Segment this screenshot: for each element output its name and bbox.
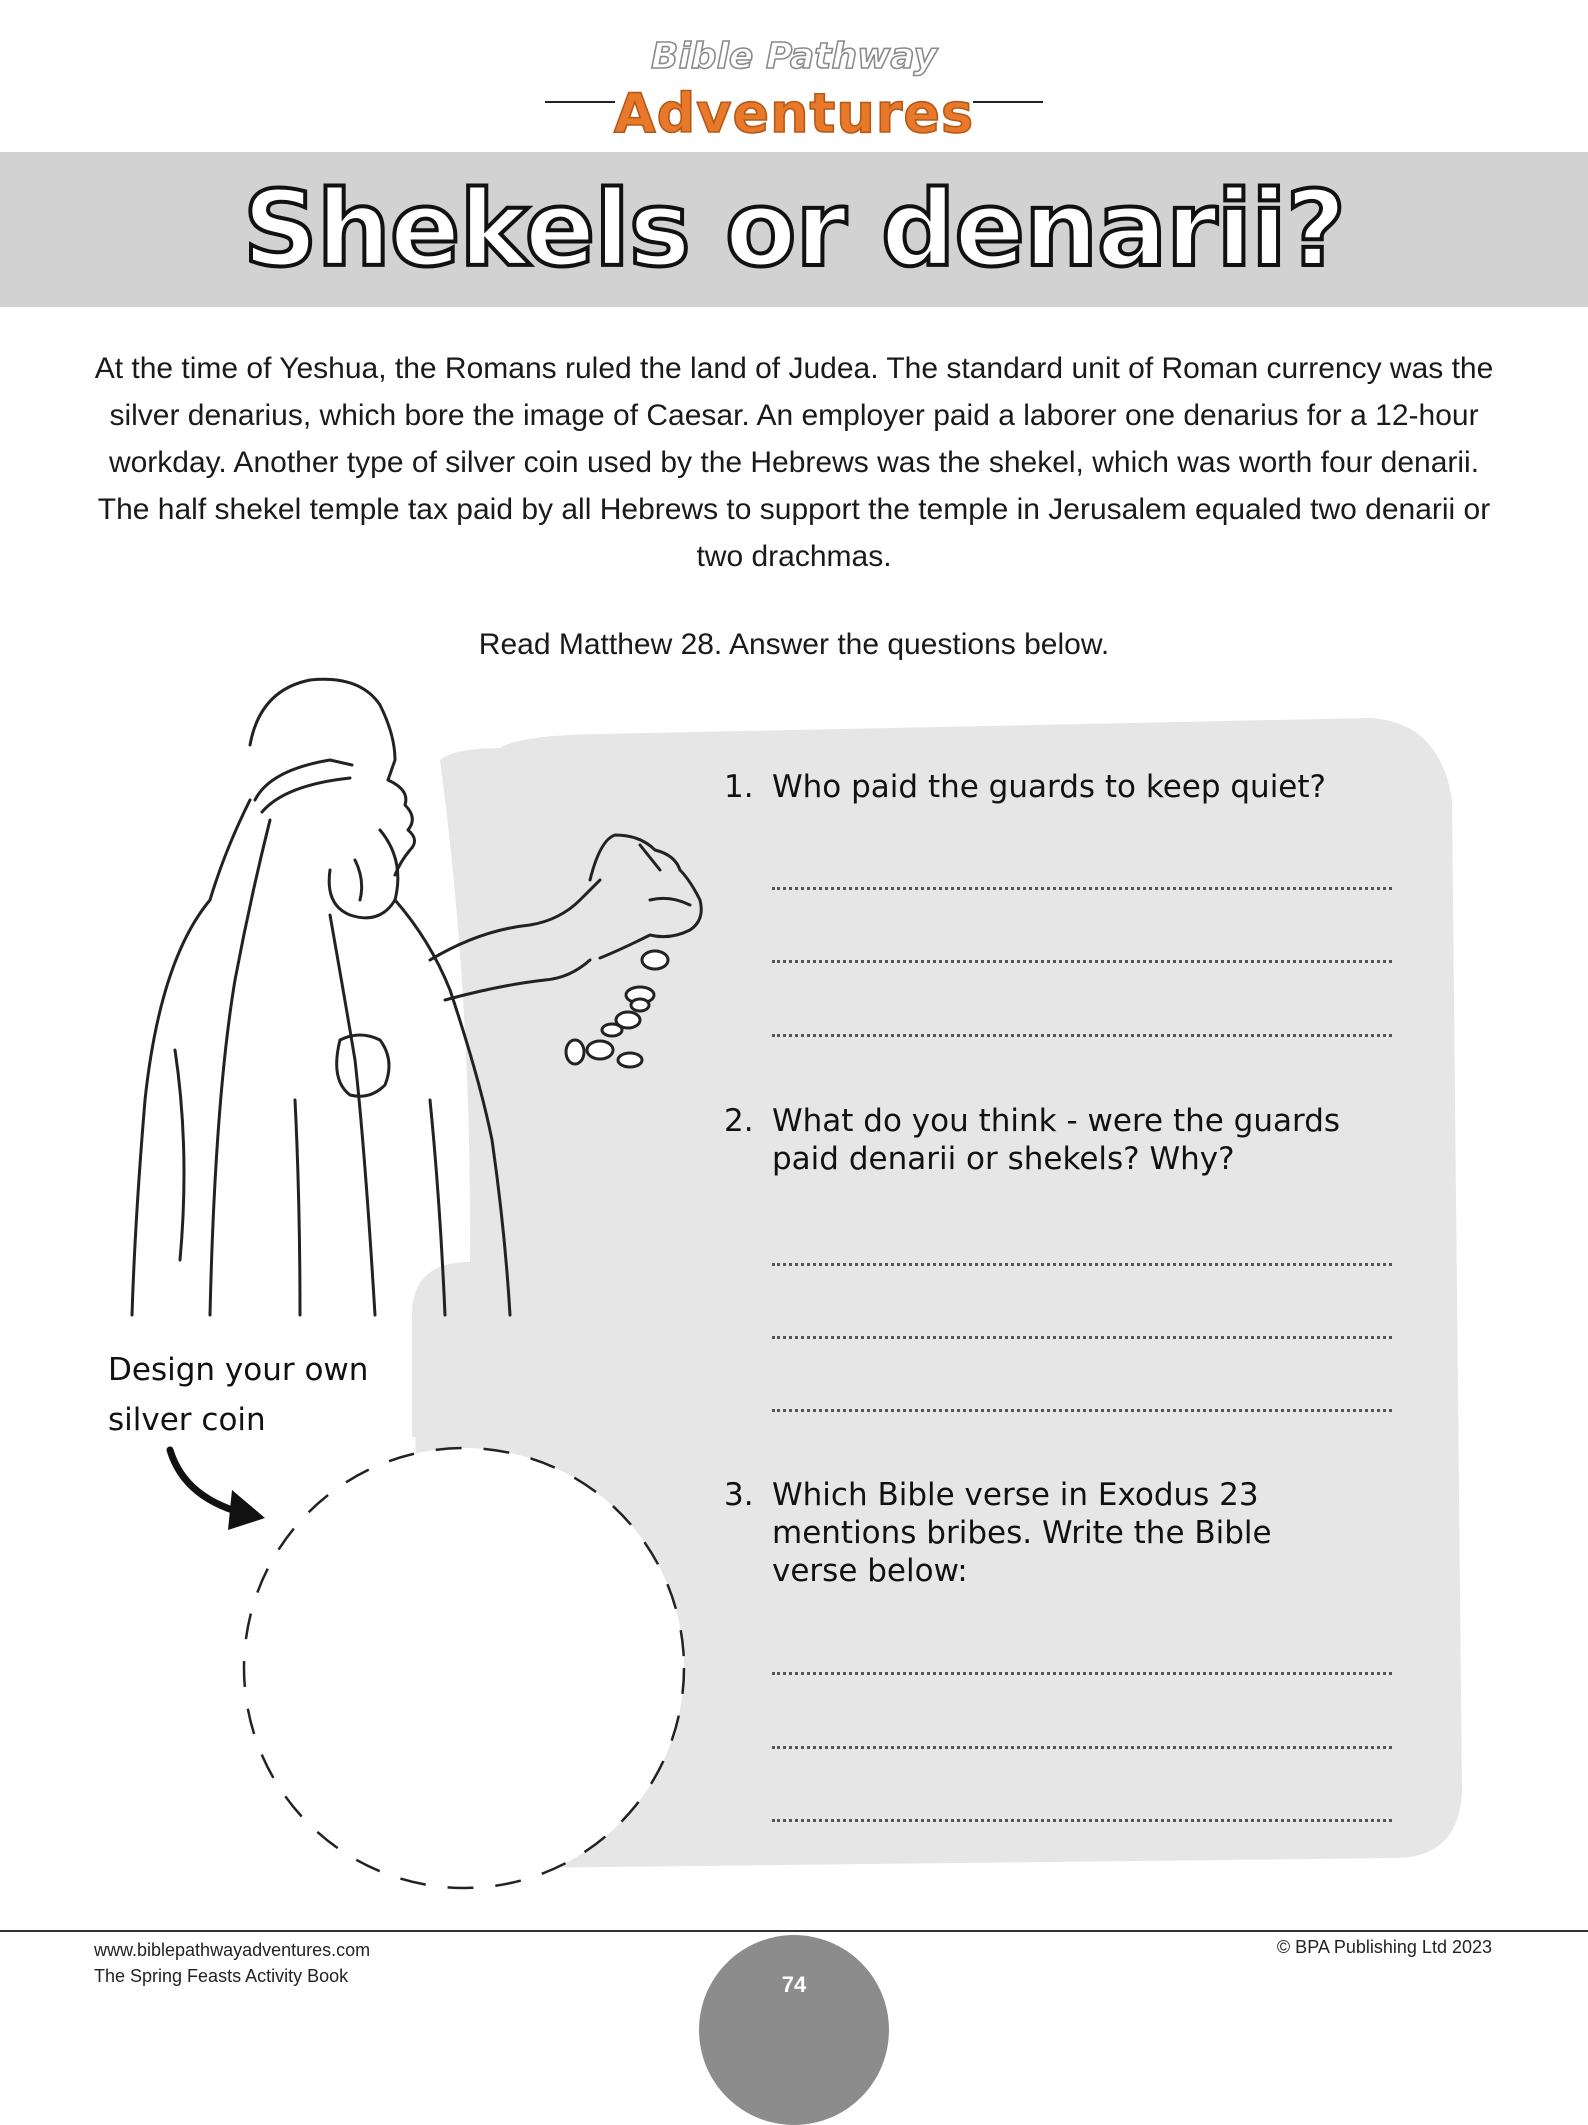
- question-3-number: 3.: [724, 1477, 754, 1513]
- logo-line-2: Adventures: [613, 82, 975, 145]
- page-number-tab: [699, 1935, 889, 2125]
- footer-rule: [0, 1930, 1588, 1932]
- instruction-text: Read Matthew 28. Answer the questions below.: [478, 628, 1110, 661]
- arrow-head: [228, 1490, 265, 1530]
- coin-prompt: Design your own silver coin: [108, 1352, 369, 1438]
- footer-left: [94, 1937, 370, 1989]
- coin-drawing-circle: [244, 1448, 684, 1888]
- answer-line-2b[interactable]: [772, 1336, 1392, 1339]
- logo-line-1: Bible Pathway: [651, 36, 937, 77]
- answer-line-1a[interactable]: [772, 887, 1392, 890]
- answer-line-3c[interactable]: [772, 1819, 1392, 1822]
- question-3-text: Which Bible verse in Exodus 23 mentions bribes. Write the Bible verse below:: [772, 1477, 1272, 1589]
- question-1-number: 1.: [724, 769, 754, 805]
- answer-line-3b[interactable]: [772, 1746, 1392, 1749]
- footer-website[interactable]: www.biblepathwayadventures.com: [94, 1940, 371, 1960]
- answer-line-1b[interactable]: [772, 960, 1392, 963]
- question-2-number: 2.: [724, 1103, 754, 1139]
- footer-copyright: © BPA Publishing Ltd 2023: [1276, 1937, 1492, 1957]
- footer-book-title: The Spring Feasts Activity Book: [94, 1966, 349, 1986]
- question-1-text: Who paid the guards to keep quiet?: [772, 769, 1326, 805]
- answer-line-2a[interactable]: [772, 1263, 1392, 1266]
- question-2-text: What do you think - were the guards paid denarii or shekels? Why?: [772, 1103, 1341, 1177]
- answer-line-1c[interactable]: [772, 1034, 1392, 1037]
- page-title: Shekels or denarii?: [242, 168, 1346, 290]
- panel-lower-left: [412, 1317, 532, 1437]
- answer-line-3a[interactable]: [772, 1672, 1392, 1675]
- intro-paragraph: At the time of Yeshua, the Romans ruled the land of Judea. The standard unit of Roman currency was the silver denarius, which bore the image of Caesar. An employer paid a laborer one denarius for a 12-hour workday. Another type of silver coin used by the Hebrews was the shekel, which was worth four denarii. The half shekel temple tax paid by all Hebrews to support the temple in Jerusalem equaled two denarii or two drachmas.: [94, 352, 1494, 573]
- page-number: 74: [781, 1972, 807, 1997]
- answer-line-2c[interactable]: [772, 1409, 1392, 1412]
